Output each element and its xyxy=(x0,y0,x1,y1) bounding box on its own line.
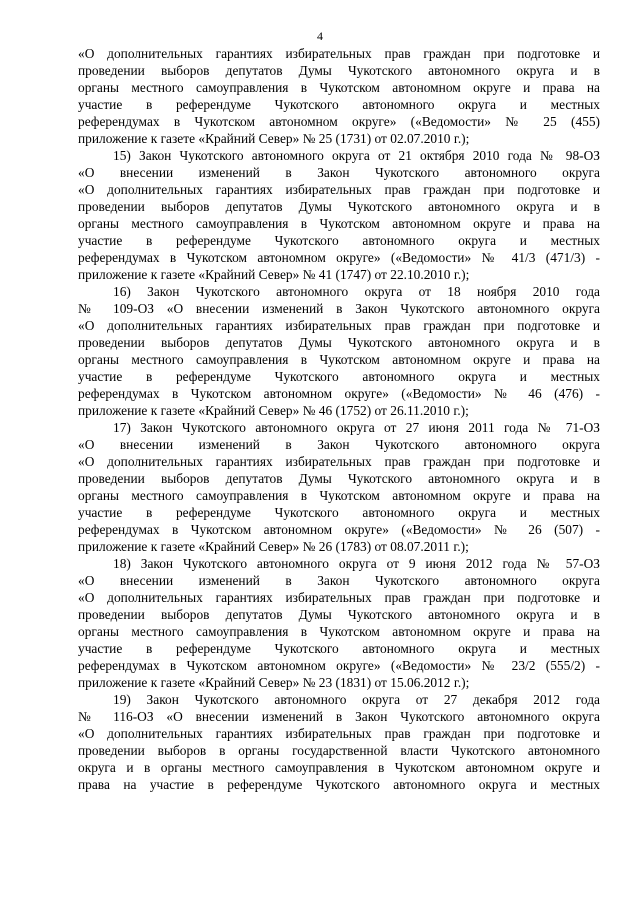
text-line: участие в референдуме Чукотского автономного округа и местных xyxy=(78,505,600,520)
text-line: участие в референдуме Чукотского автономного округа и местных xyxy=(78,233,600,248)
text-line: референдумах в Чукотском автономном округе» («Ведомости» № 26 (507) - xyxy=(78,522,600,537)
text-line: проведении выборов депутатов Думы Чукотского автономного округа и в xyxy=(78,471,600,486)
text-line: приложение к газете «Крайний Север» № 25 (1731) от 02.07.2010 г.); xyxy=(78,131,470,146)
text-line: приложение к газете «Крайний Север» № 23 (1831) от 15.06.2012 г.); xyxy=(78,675,470,690)
text-line: референдумах в Чукотском автономном округе» («Ведомости» № 23/2 (555/2) - xyxy=(78,658,600,673)
text-line: референдумах в Чукотском автономном округе» («Ведомости» № 41/3 (471/3) - xyxy=(78,250,600,265)
text-line: «О дополнительных гарантиях избирательных прав граждан при подготовке и xyxy=(78,454,600,469)
text-line: «О внесении изменений в Закон Чукотского автономного округа xyxy=(78,573,600,588)
text-line: 19) Закон Чукотского автономного округа от 27 декабря 2012 года xyxy=(113,692,600,707)
text-line: № 116-ОЗ «О внесении изменений в Закон Чукотского автономного округа xyxy=(78,709,600,724)
text-line: проведении выборов депутатов Думы Чукотского автономного округа и в xyxy=(78,199,600,214)
text-line: органы местного самоуправления в Чукотском автономном округе и права на xyxy=(78,80,600,95)
document-body xyxy=(78,45,600,793)
text-line: референдумах в Чукотском автономном округе» («Ведомости» № 25 (455) xyxy=(78,114,600,129)
text-line: референдумах в Чукотском автономном округе» («Ведомости» № 46 (476) - xyxy=(78,386,600,401)
text-line: участие в референдуме Чукотского автономного округа и местных xyxy=(78,369,600,384)
text-line: «О дополнительных гарантиях избирательных прав граждан при подготовке и xyxy=(78,182,600,197)
text-line: органы местного самоуправления в Чукотском автономном округе и права на xyxy=(78,216,600,231)
text-line: приложение к газете «Крайний Север» № 41 (1747) от 22.10.2010 г.); xyxy=(78,267,470,282)
text-line: проведении выборов депутатов Думы Чукотского автономного округа и в xyxy=(78,607,600,622)
text-line: «О дополнительных гарантиях избирательных прав граждан при подготовке и xyxy=(78,46,600,61)
text-line: приложение к газете «Крайний Север» № 46 (1752) от 26.11.2010 г.); xyxy=(78,403,469,418)
text-line: «О дополнительных гарантиях избирательных прав граждан при подготовке и xyxy=(78,318,600,333)
text-line: проведении выборов депутатов Думы Чукотского автономного округа и в xyxy=(78,63,600,78)
text-line: проведении выборов в органы государственной власти Чукотского автономного xyxy=(78,743,600,758)
text-line: округа и в органы местного самоуправления в Чукотском автономном округе и xyxy=(78,760,600,775)
text-line: участие в референдуме Чукотского автономного округа и местных xyxy=(78,641,600,656)
text-line: 17) Закон Чукотского автономного округа от 27 июня 2011 года № 71-ОЗ xyxy=(113,420,600,435)
text-line: участие в референдуме Чукотского автономного округа и местных xyxy=(78,97,600,112)
text-line: 16) Закон Чукотского автономного округа от 18 ноября 2010 года xyxy=(113,284,600,299)
text-line: «О внесении изменений в Закон Чукотского автономного округа xyxy=(78,437,600,452)
page-number: 4 xyxy=(317,29,323,43)
text-line: органы местного самоуправления в Чукотском автономном округе и права на xyxy=(78,488,600,503)
text-line: проведении выборов депутатов Думы Чукотского автономного округа и в xyxy=(78,335,600,350)
text-line: «О дополнительных гарантиях избирательных прав граждан при подготовке и xyxy=(78,590,600,605)
text-line: права на участие в референдуме Чукотского автономного округа и местных xyxy=(78,777,600,792)
text-line: 15) Закон Чукотского автономного округа от 21 октября 2010 года № 98-ОЗ xyxy=(113,148,600,163)
text-line: 18) Закон Чукотского автономного округа от 9 июня 2012 года № 57-ОЗ xyxy=(113,556,600,571)
text-line: органы местного самоуправления в Чукотском автономном округе и права на xyxy=(78,352,600,367)
text-line: № 109-ОЗ «О внесении изменений в Закон Чукотского автономного округа xyxy=(78,301,600,316)
text-line: приложение к газете «Крайний Север» № 26 (1783) от 08.07.2011 г.); xyxy=(78,539,469,554)
text-line: «О внесении изменений в Закон Чукотского автономного округа xyxy=(78,165,600,180)
text-line: органы местного самоуправления в Чукотском автономном округе и права на xyxy=(78,624,600,639)
text-line: «О дополнительных гарантиях избирательных прав граждан при подготовке и xyxy=(78,726,600,741)
